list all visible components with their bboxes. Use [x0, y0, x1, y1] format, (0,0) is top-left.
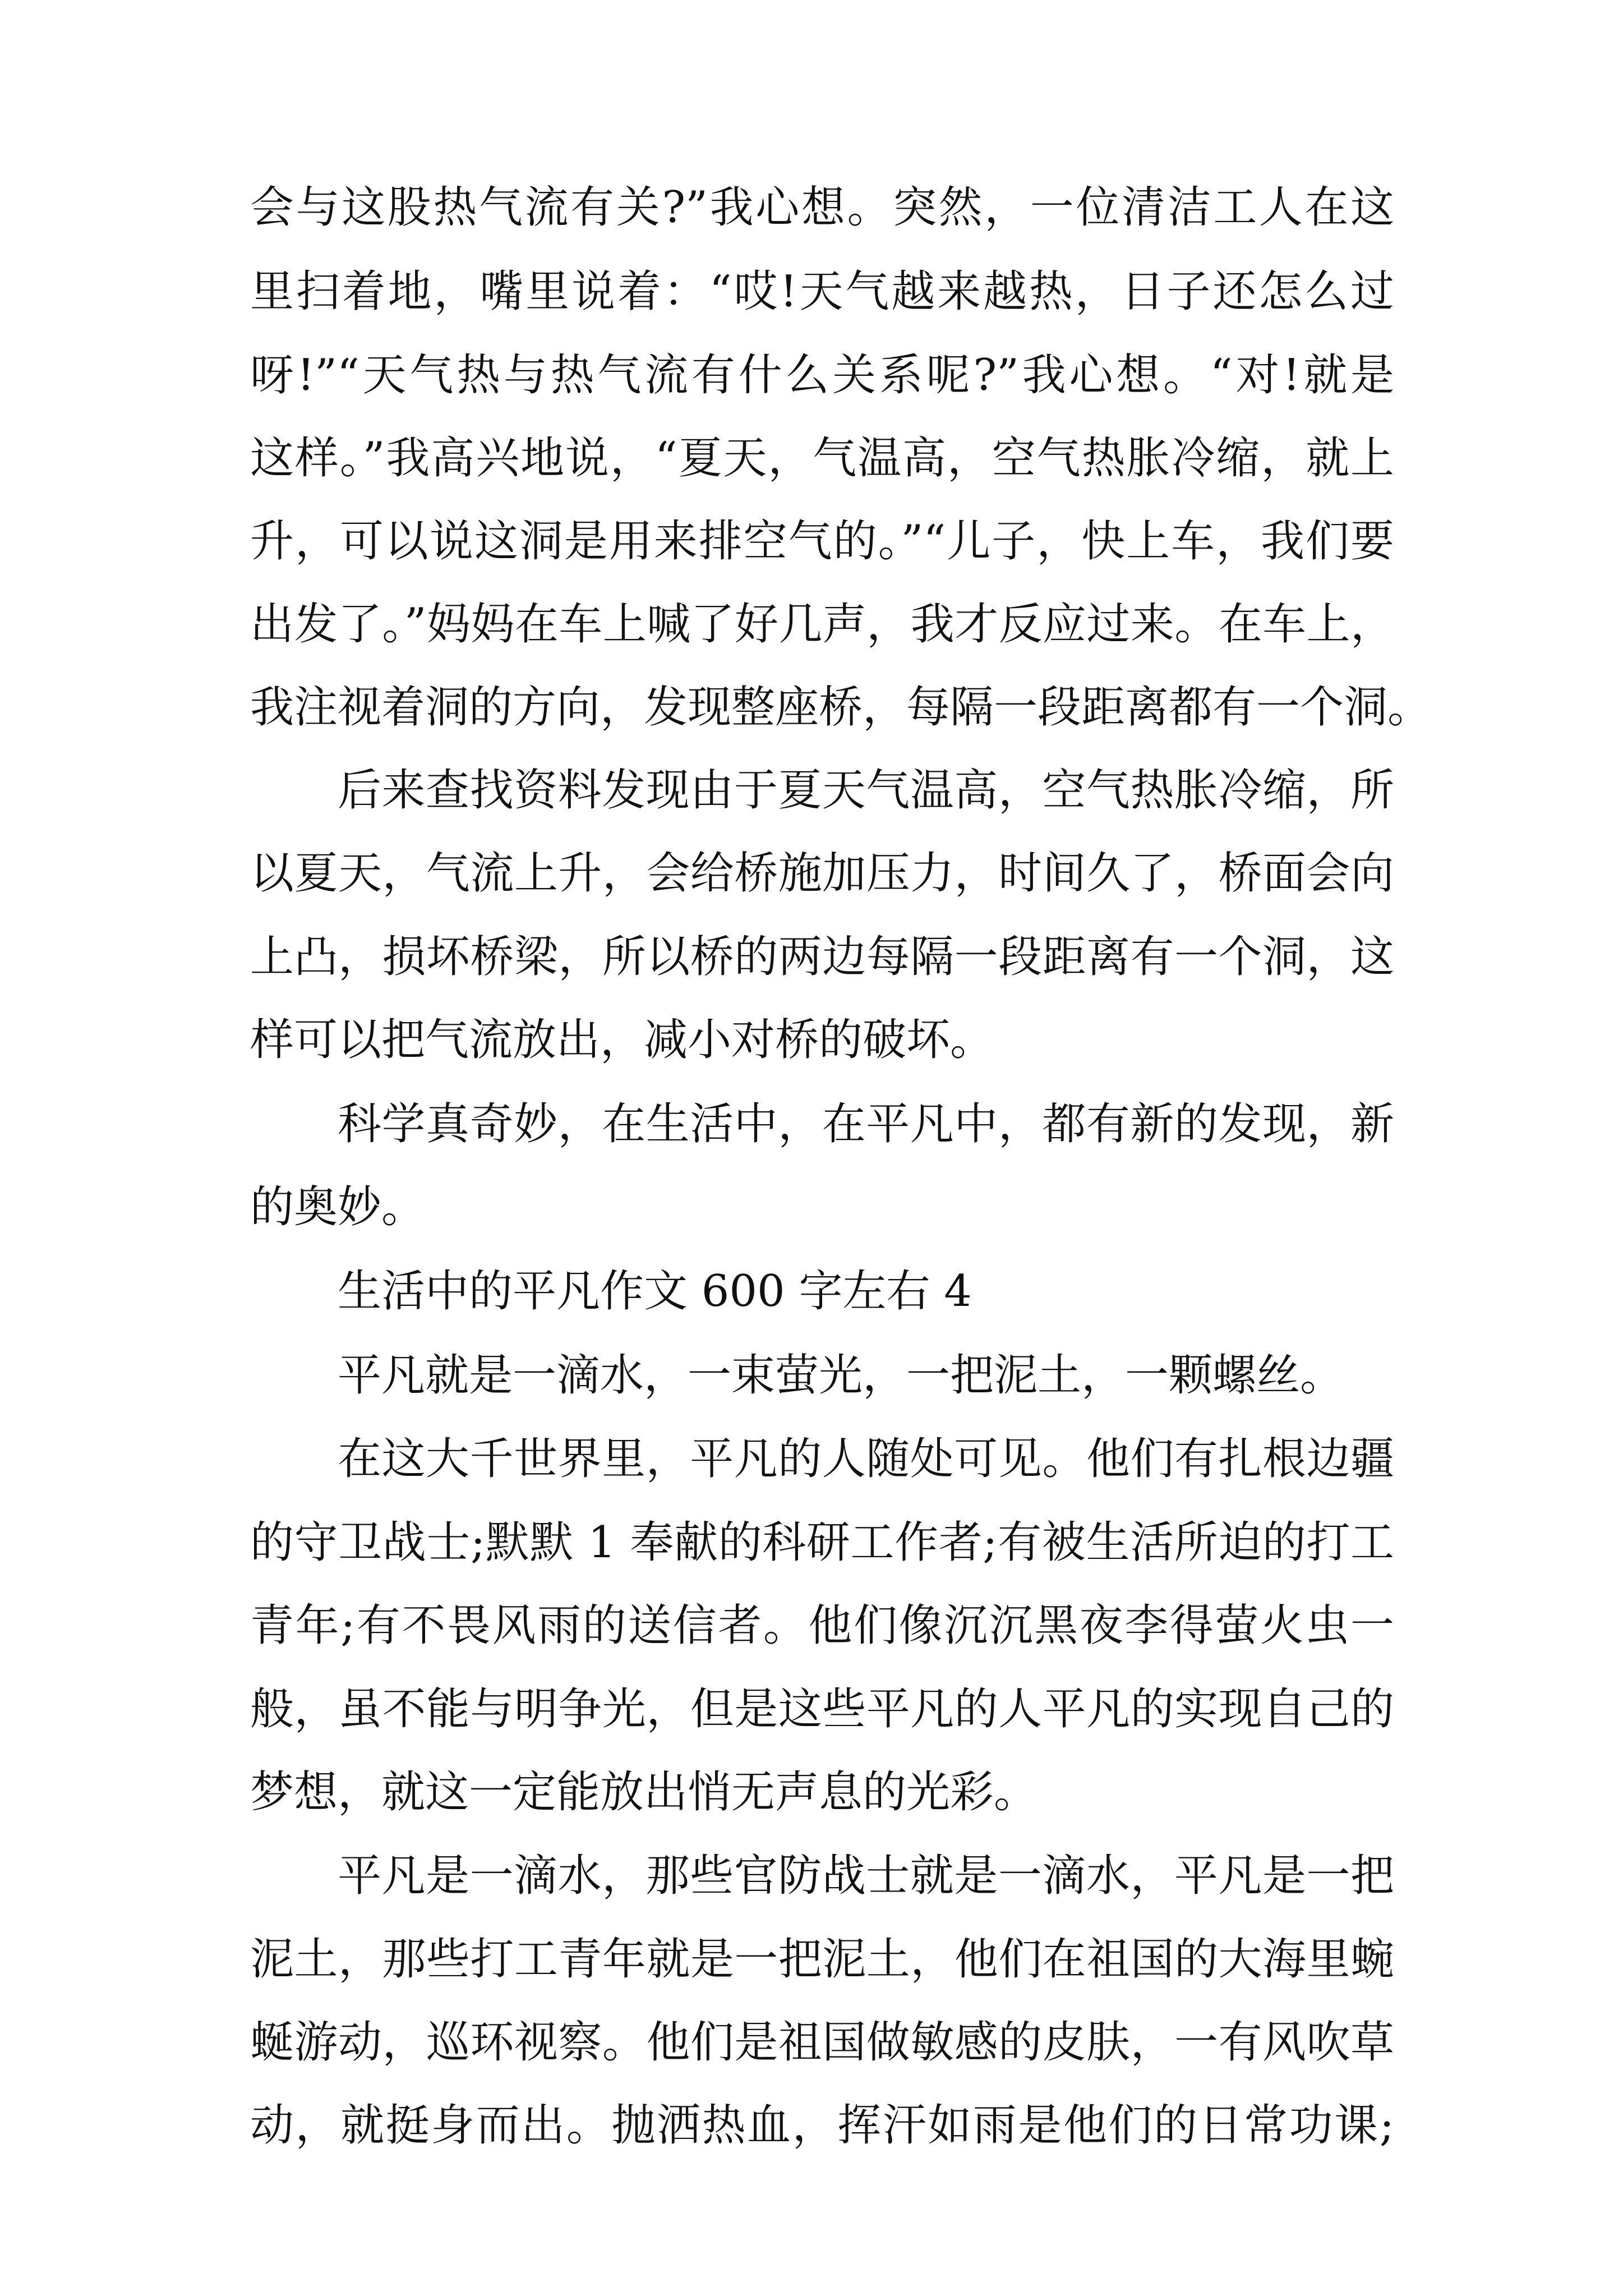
text-line: 我注视着洞的方向，发现整座桥，每隔一段距离都有一个洞。: [250, 682, 1432, 733]
text-line: 上凸，损坏桥梁，所以桥的两边每隔一段距离有一个洞，这: [250, 932, 1394, 982]
paragraph-first-line: 科学真奇妙，在生活中，在平凡中，都有新的发现，新: [338, 1099, 1394, 1149]
text-line: 的守卫战士;默默 1 奉献的科研工作者;有被生活所迫的打工: [250, 1517, 1394, 1568]
text-line: 呀!”“天气热与热气流有什么关系呢?”我心想。“对!就是: [250, 350, 1394, 401]
paragraph-first-line: 在这大千世界里，平凡的人随处可见。他们有扎根边疆: [338, 1434, 1394, 1484]
text-line: 升，可以说这洞是用来排空气的。”“儿子，快上车，我们要: [250, 516, 1394, 567]
text-line: 泥土，那些打工青年就是一把泥土，他们在祖国的大海里蜿: [250, 1934, 1394, 1985]
section-heading: 生活中的平凡作文 600 字左右 4: [338, 1266, 972, 1317]
text-line: 的奥妙。: [250, 1182, 426, 1232]
paragraph-first-line: 平凡就是一滴水，一束萤光，一把泥土，一颗螺丝。: [338, 1350, 1344, 1401]
text-line: 般，虽不能与明争光，但是这些平凡的人平凡的实现自己的: [250, 1684, 1394, 1734]
text-line: 梦想，就这一定能放出悄无声息的光彩。: [250, 1767, 1038, 1818]
text-line: 蜒游动，巡环视察。他们是祖国做敏感的皮肤，一有风吹草: [250, 2017, 1394, 2068]
text-line: 出发了。”妈妈在车上喊了好几声，我才反应过来。在车上，: [250, 599, 1394, 650]
text-line: 青年;有不畏风雨的送信者。他们像沉沉黑夜李得萤火虫一: [250, 1600, 1394, 1651]
text-line: 动，就挺身而出。抛洒热血，挥汗如雨是他们的日常功课;: [250, 2100, 1394, 2151]
text-line: 样可以把气流放出，减小对桥的破坏。: [250, 1015, 994, 1065]
text-line: 会与这股热气流有关?”我心想。突然，一位清洁工人在这: [250, 182, 1394, 233]
text-line: 这样。”我高兴地说，“夏天，气温高，空气热胀冷缩，就上: [250, 433, 1394, 484]
paragraph-first-line: 平凡是一滴水，那些官防战士就是一滴水，平凡是一把: [338, 1851, 1394, 1901]
text-line: 以夏天，气流上升，会给桥施加压力，时间久了，桥面会向: [250, 848, 1394, 899]
paragraph-first-line: 后来查找资料发现由于夏天气温高，空气热胀冷缩，所: [338, 765, 1394, 816]
text-line: 里扫着地，嘴里说着：“哎!天气越来越热，日子还怎么过: [250, 266, 1394, 317]
